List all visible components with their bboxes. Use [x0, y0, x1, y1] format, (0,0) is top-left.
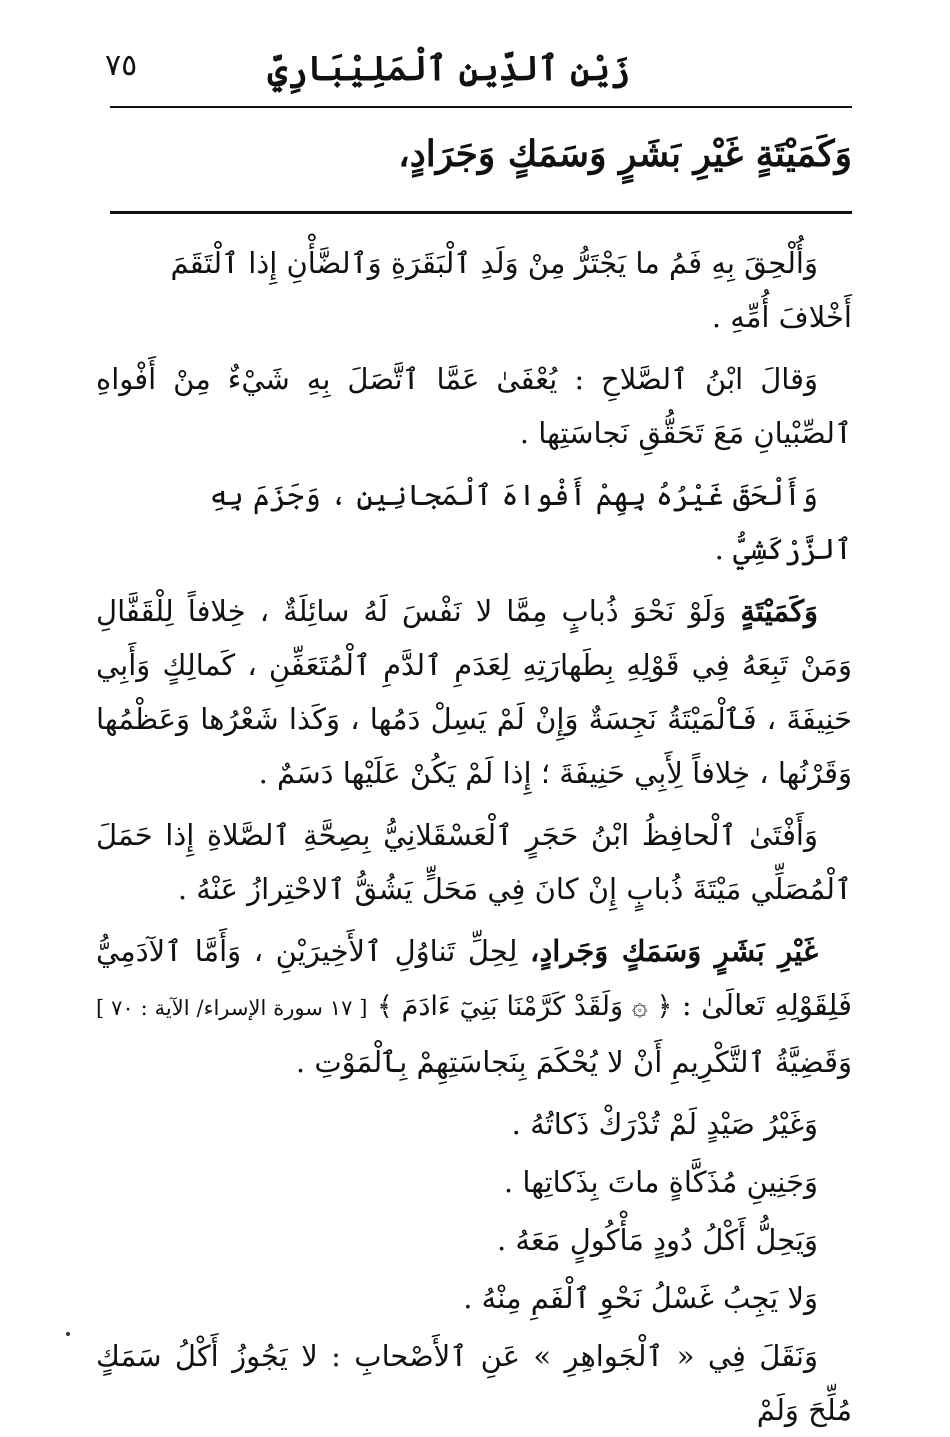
commentary-paragraph: وَأُلْحِقَ بِهِ فَمُ ما يَجْتَرُّ مِنْ وَلَدِ ٱلْبَقَرَةِ وَٱلضَّأْنِ إِذا ٱلْتَقَمَ أَخْلافَ أُمِّهِ .	[170, 246, 852, 334]
page-number: ٧٥	[105, 48, 138, 83]
matn-divider-rule	[110, 211, 852, 214]
quran-verse: ﴿ ۞ وَلَقَدْ كَرَّمْنَا بَنِيٓ ءَادَمَ ﴾	[377, 991, 673, 1022]
running-title: زَيْنِ ٱلدِّينِ ٱلْمَلِيْبَارِيِّ	[267, 49, 630, 89]
commentary-body	[96, 236, 852, 1437]
commentary-text: وَقَضِيَّةُ ٱلتَّكْرِيمِ أَنْ لا يُحْكَمَ بِنَجاسَتِهِمْ بِٱلْمَوْتِ .	[295, 1045, 852, 1079]
list-item: وَلا يَجِبُ غَسْلُ نَحْوِ ٱلْفَمِ مِنْهُ .	[463, 1281, 818, 1315]
scan-speck	[66, 1332, 70, 1336]
running-header	[95, 40, 850, 100]
commentary-paragraph	[96, 924, 852, 1089]
commentary-paragraph	[96, 584, 852, 800]
matn-quote: وَكَمَيْتَةٍ	[740, 594, 819, 628]
header-rule	[110, 106, 852, 108]
matn-quote: غَيْرِ بَشَرٍ وَسَمَكٍ وَجَرادٍ،	[530, 934, 819, 968]
commentary-paragraph: وَنَقَلَ فِي « ٱلْجَواهِرِ » عَنِ ٱلأَصْحابِ : لا يَجُوزُ أَكْلُ سَمَكٍ مُلِّحَ وَلَمْ	[96, 1339, 852, 1427]
commentary-text: لِحِلِّ تَناوُلِ ٱلأَخِيرَيْنِ ، وَأَمَّا ٱلآدَمِيُّ فَلِقَوْلِهِ تَعالَىٰ :	[96, 934, 853, 1022]
commentary-paragraph: وَقالَ ابْنُ ٱلصَّلاحِ : يُعْفَىٰ عَمَّا ٱتَّصَلَ بِهِ شَيْءٌ مِنْ أَفْواهِ ٱلصِّبْيانِ مَعَ تَحَقُّقِ نَجاسَتِها .	[96, 362, 852, 450]
commentary-paragraph: وَأَلْحَقَ غَيْرُهُ بِهِمْ أَفْواهَ ٱلْمَجانِينِ ، وَجَزَمَ بِهِ ٱلزَّرْكَشِيُّ .	[209, 478, 852, 566]
matn-text: وَكَمَيْتَةٍ غَيْرِ بَشَرٍ وَسَمَكٍ وَجَرَادٍ،	[398, 133, 852, 175]
commentary-text: وَلَوْ نَحْوَ ذُبابٍ مِمَّا لا نَفْسَ لَهُ سائِلَةٌ ، خِلافاً لِلْقَفَّالِ وَمَنْ تَبِعَهُ فِي قَوْلِهِ بِطَهارَتِهِ لِعَدَمِ ٱلدَّمِ ٱلْمُتَعَفِّنِ ، كَمالِكٍ وَأَبِي حَنِيفَةَ ، فَٱلْمَيْتَةُ نَجِسَةٌ وَإِنْ لَمْ يَسِلْ دَمُها ، وَكَذا شَعْرُها وَعَظْمُها وَقَرْنُها ، خِلافاً لِأَبِي حَنِيفَةَ ؛ إِذا لَمْ يَكُنْ عَلَيْها دَسَمٌ .	[96, 594, 852, 790]
list-item: وَيَحِلُّ أَكْلُ دُودٍ مَأْكُولٍ مَعَهُ .	[496, 1223, 818, 1257]
list-item: وَجَنِينِ مُذَكَّاةٍ ماتَ بِذَكاتِها .	[503, 1165, 818, 1199]
commentary-paragraph: وَأَفْتَىٰ ٱلْحافِظُ ابْنُ حَجَرٍ ٱلْعَسْقَلانِيُّ بِصِحَّةِ ٱلصَّلاةِ إِذا حَمَلَ ٱلْمُصَلِّي مَيْتَةَ ذُبابٍ إِنْ كانَ فِي مَحَلٍّ يَشُقُّ ٱلاحْتِرازُ عَنْهُ .	[96, 818, 852, 906]
verse-citation: [ ١٧ سورة الإسراء/ الآية : ٧٠ ]	[96, 996, 368, 1020]
list-item: وَغَيْرُ صَيْدٍ لَمْ تُدْرَكْ ذَكاتُهُ .	[511, 1107, 818, 1141]
